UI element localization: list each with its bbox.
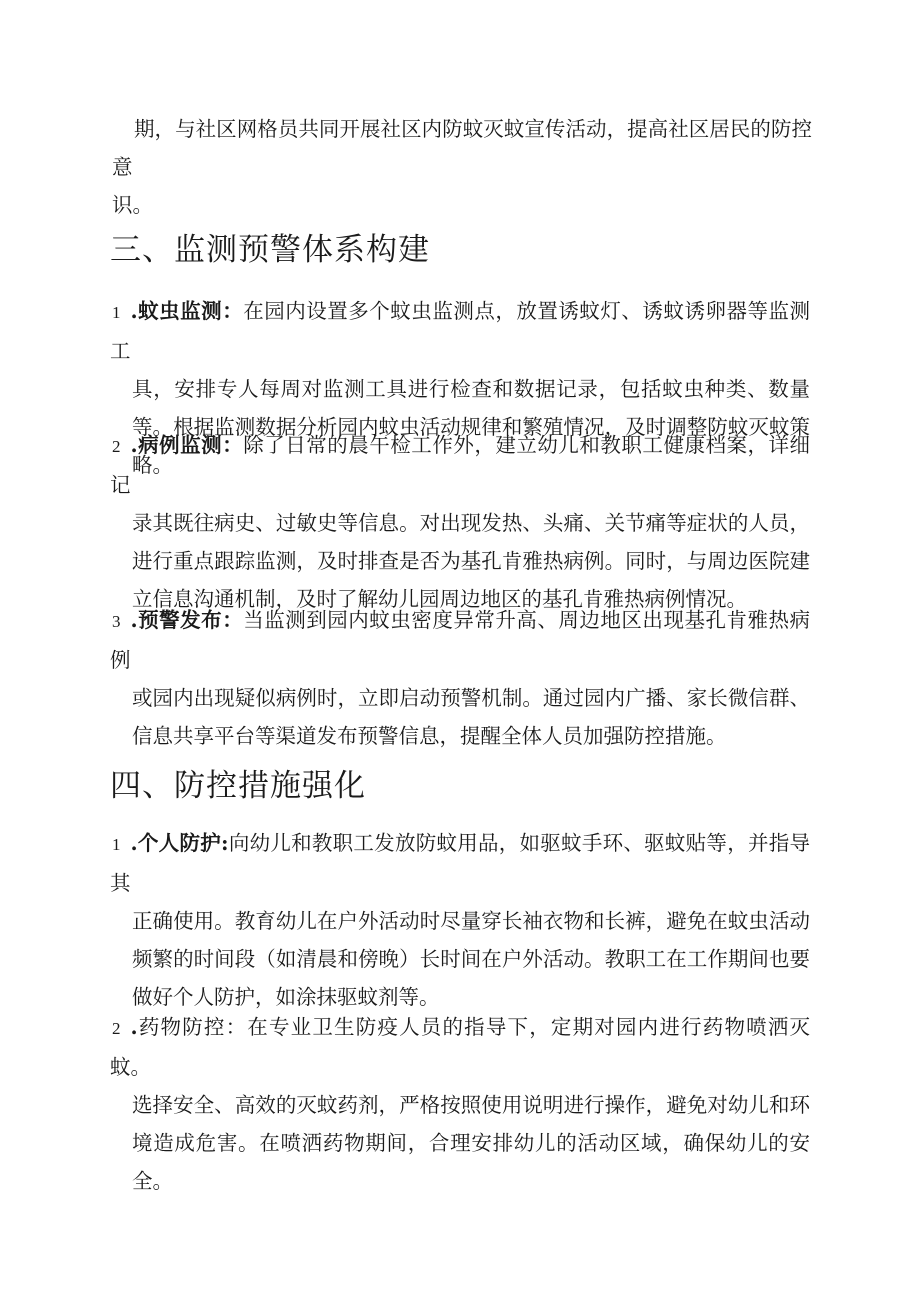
- item-number: 2: [112, 1019, 121, 1038]
- item-text-first: 向幼儿和教职工发放防蚊用品，如驱蚊手环、驱蚊贴等，并指导其: [110, 831, 810, 895]
- item-number: 1: [112, 835, 121, 854]
- section-4-heading: 四、防控措施强化: [110, 768, 366, 804]
- section-3-item-2: 2 .病例监测：除了日常的晨午检工作外，建立幼儿和教职工健康档案，详细记 录其既往病史、过敏史等信息。对出现发热、头痛、关节痛等症状的人员，进行重点跟踪监测，及时排查是否为基孔肯雅热病例。同时，与周边医院建立信息沟通机制，及时了解幼儿园周边地区的基孔肯雅热病例情况。: [110, 426, 810, 618]
- item-label: 个人防护:: [137, 831, 229, 855]
- item-label: 病例监测：: [137, 433, 244, 457]
- section-4-item-2: 2 .药物防控：在专业卫生防疫人员的指导下，定期对园内进行药物喷洒灭蚊。 选择安全、高效的灭蚊药剂，严格按照使用说明进行操作，避免对幼儿和环境造成危害。在喷洒药物期间，合理安排幼儿的活动区域，确保幼儿的安全。: [110, 1008, 810, 1200]
- intro-paragraph: [112, 110, 812, 224]
- item-number: 1: [112, 303, 121, 322]
- item-text-rest: 具，安排专人每周对监测工具进行检查和数据记录，包括蚊虫种类、数量等。根据监测数据分析园内蚊虫活动规律和繁殖情况，及时调整防蚊灭蚊策略。: [132, 377, 810, 477]
- item-label: 药物防控：: [137, 1015, 248, 1039]
- item-number: 2: [112, 437, 121, 456]
- section-3-item-1: 1 .蚊虫监测：在园内设置多个蚊虫监测点，放置诱蚊灯、诱蚊诱卵器等监测工 具，安排专人每周对监测工具进行检查和数据记录，包括蚊虫种类、数量等。根据监测数据分析园内蚊虫活动规律和繁殖情况，及时调整防蚊灭蚊策略。: [110, 292, 810, 484]
- item-text-rest: 正确使用。教育幼儿在户外活动时尽量穿长袖衣物和长裤，避免在蚊虫活动频繁的时间段（如清晨和傍晚）长时间在户外活动。教职工在工作期间也要做好个人防护，如涂抹驱蚊剂等。: [132, 909, 810, 1009]
- item-label: 蚊虫监测：: [137, 299, 244, 323]
- item-text-rest: 录其既往病史、过敏史等信息。对出现发热、头痛、关节痛等症状的人员，进行重点跟踪监测，及时排查是否为基孔肯雅热病例。同时，与周边医院建立信息沟通机制，及时了解幼儿园周边地区的基孔肯雅热病例情况。: [132, 511, 810, 611]
- item-text-rest: 选择安全、高效的灭蚊药剂，严格按照使用说明进行操作，避免对幼儿和环境造成危害。在喷洒药物期间，合理安排幼儿的活动区域，确保幼儿的安全。: [132, 1093, 810, 1193]
- intro-line-2: 识。: [112, 193, 153, 217]
- item-number: 3: [112, 612, 121, 631]
- intro-line-1: 期，与社区网格员共同开展社区内防蚊灭蚊宣传活动，提高社区居民的防控意: [112, 117, 812, 179]
- item-text-rest: 或园内出现疑似病例时，立即启动预警机制。通过园内广播、家长微信群、信息共享平台等渠道发布预警信息，提醒全体人员加强防控措施。: [132, 686, 810, 748]
- section-3-item-3: 3 .预警发布：当监测到园内蚊虫密度异常升高、周边地区出现基孔肯雅热病例 或园内出现疑似病例时，立即启动预警机制。通过园内广播、家长微信群、信息共享平台等渠道发布预警信息，提醒全体人员加强防控措施。: [110, 601, 810, 755]
- item-label: 预警发布：: [137, 608, 244, 632]
- item-text-first: 在园内设置多个蚊虫监测点，放置诱蚊灯、诱蚊诱卵器等监测工: [110, 299, 811, 363]
- item-text-first: 当监测到园内蚊虫密度异常升高、周边地区出现基孔肯雅热病例: [110, 608, 811, 672]
- item-text-first: 在专业卫生防疫人员的指导下，定期对园内进行药物喷洒灭蚊。: [110, 1015, 811, 1079]
- section-3-heading: 三、监测预警体系构建: [110, 232, 430, 268]
- item-text-first: 除了日常的晨午检工作外，建立幼儿和教职工健康档案，详细记: [110, 433, 811, 497]
- section-4-item-1: 1 .个人防护:向幼儿和教职工发放防蚊用品，如驱蚊手环、驱蚊贴等，并指导其 正确使用。教育幼儿在户外活动时尽量穿长袖衣物和长裤，避免在蚊虫活动频繁的时间段（如清晨和傍晚）长时间在户外活动。教职工在工作期间也要做好个人防护，如涂抹驱蚊剂等。: [110, 824, 810, 1016]
